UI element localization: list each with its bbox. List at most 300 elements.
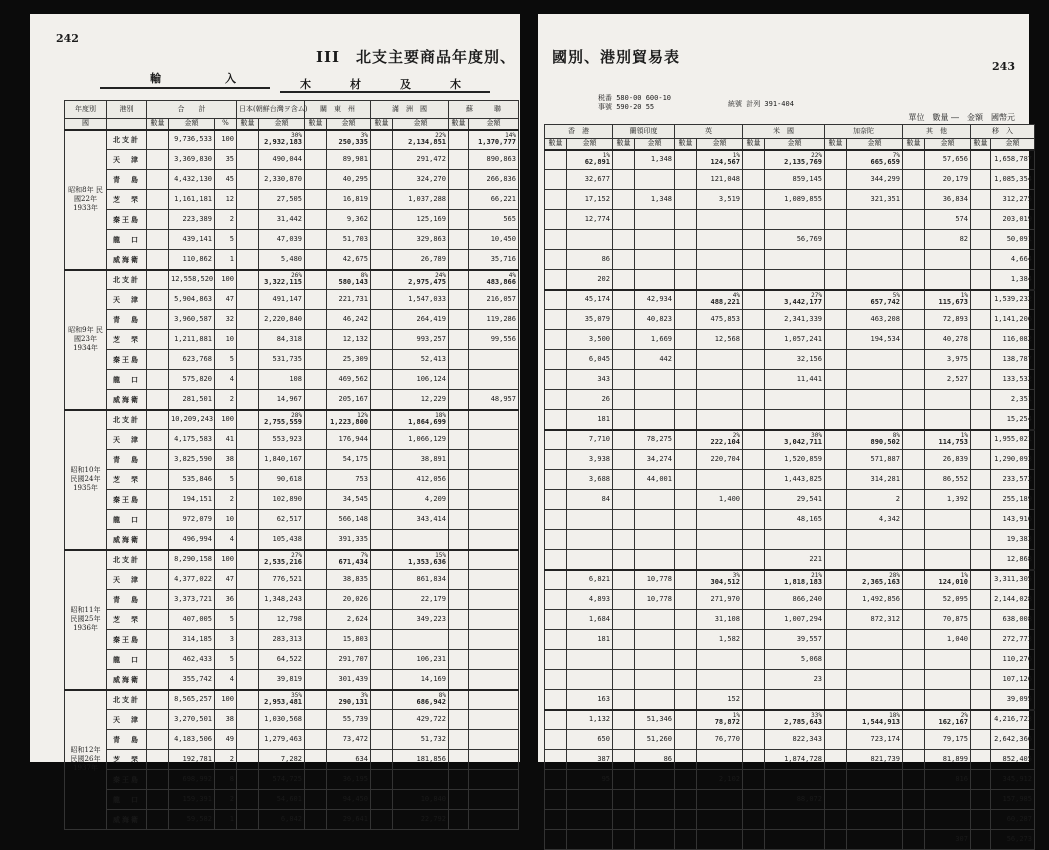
- title-underline: [100, 87, 270, 89]
- qty-cell: [971, 250, 991, 270]
- year-cell: 昭和9年 民國23年 1934年: [65, 270, 107, 410]
- usa-amount: 1,089,855: [765, 190, 825, 210]
- qty-cell: [743, 510, 765, 530]
- table-row: [65, 590, 519, 610]
- soviet-amount: 119,286: [469, 310, 519, 330]
- manchukuo-amount: [393, 270, 449, 290]
- qty-cell: [675, 470, 697, 490]
- qty-cell: [675, 430, 697, 450]
- port-cell: 青 島: [107, 450, 147, 470]
- port-cell: 青 島: [107, 590, 147, 610]
- qty-cell: [613, 390, 635, 410]
- qty-cell: [237, 610, 259, 630]
- qty-cell: [237, 430, 259, 450]
- share-percent: 4%: [732, 292, 740, 300]
- amount-value: 290,131: [338, 698, 368, 707]
- share-percent: 7%: [360, 552, 368, 560]
- qty-cell: [743, 710, 765, 730]
- share-percent: 1%: [732, 712, 740, 720]
- dutch-indies-amount: 1,669: [635, 330, 675, 350]
- port-cell: 青 島: [107, 170, 147, 190]
- britain-amount: [697, 210, 743, 230]
- total-percent: 10: [215, 330, 237, 350]
- table-row: [545, 650, 1035, 670]
- table-row: [65, 690, 519, 710]
- qty-cell: [545, 610, 567, 630]
- table-row: [65, 510, 519, 530]
- qty-cell: [449, 690, 469, 710]
- port-cell: 龍 口: [107, 230, 147, 250]
- amount-value: 2,953,481: [264, 698, 302, 707]
- total-amount: 192,781: [169, 750, 215, 770]
- qty-cell: [449, 550, 469, 570]
- other-amount: [925, 390, 971, 410]
- table-row: [65, 750, 519, 770]
- hdr-year: 年度別: [65, 101, 107, 119]
- soviet-amount: [469, 670, 519, 690]
- canada-amount: [847, 710, 903, 730]
- hdr-britain: 英: [675, 125, 743, 139]
- qty-cell: [613, 710, 635, 730]
- qty-cell: [903, 170, 925, 190]
- qty-cell: [545, 590, 567, 610]
- qty-cell: [971, 450, 991, 470]
- hongkong-amount: 26: [567, 390, 613, 410]
- table-row: [65, 450, 519, 470]
- canada-amount: [847, 410, 903, 430]
- canada-amount: 2: [847, 490, 903, 510]
- kwantung-amount: 89,981: [327, 150, 371, 170]
- kwantung-amount: 12,132: [327, 330, 371, 350]
- qty-cell: [449, 450, 469, 470]
- table-row: [65, 670, 519, 690]
- qty-cell: [613, 190, 635, 210]
- total-percent: 1: [215, 250, 237, 270]
- qty-cell: [743, 350, 765, 370]
- qty-cell: [449, 170, 469, 190]
- qty-cell: [449, 670, 469, 690]
- qty-cell: [147, 230, 169, 250]
- soviet-amount: [469, 510, 519, 530]
- total-percent: 100: [215, 550, 237, 570]
- other-amount: [925, 810, 971, 830]
- qty-cell: [545, 290, 567, 310]
- qty-cell: [675, 790, 697, 810]
- qty-cell: [545, 350, 567, 370]
- qty-cell: [971, 590, 991, 610]
- qty-cell: [449, 390, 469, 410]
- britain-amount: [697, 410, 743, 430]
- usa-amount: 221: [765, 550, 825, 570]
- manchukuo-amount: [393, 130, 449, 150]
- manchukuo-amount: 349,223: [393, 610, 449, 630]
- share-percent: 7%: [892, 152, 900, 160]
- kwantung-amount: 566,148: [327, 510, 371, 530]
- transfer-in-amount: 107,126: [991, 670, 1035, 690]
- other-amount: 20,179: [925, 170, 971, 190]
- other-amount: [925, 670, 971, 690]
- hongkong-amount: [567, 230, 613, 250]
- subhdr-qty: 數量: [675, 139, 697, 150]
- table-row: [545, 350, 1035, 370]
- total-percent: 1: [215, 810, 237, 830]
- qty-cell: [545, 750, 567, 770]
- title-commodity: 木 材 及 木: [300, 78, 475, 91]
- manchukuo-amount: 22,792: [393, 810, 449, 830]
- table-row: [65, 790, 519, 810]
- qty-cell: [305, 130, 327, 150]
- qty-cell: [305, 450, 327, 470]
- qty-cell: [613, 810, 635, 830]
- japan-amount: 6,842: [259, 810, 305, 830]
- qty-cell: [743, 390, 765, 410]
- canada-amount: [847, 150, 903, 170]
- dutch-indies-amount: [635, 650, 675, 670]
- qty-cell: [903, 150, 925, 170]
- qty-cell: [675, 610, 697, 630]
- total-percent: 38: [215, 710, 237, 730]
- total-amount: 110,862: [169, 250, 215, 270]
- qty-cell: [743, 790, 765, 810]
- transfer-in-amount: 638,008: [991, 610, 1035, 630]
- table-row: [545, 790, 1035, 810]
- japan-amount: 12,798: [259, 610, 305, 630]
- canada-amount: 4,342: [847, 510, 903, 530]
- soviet-amount: [469, 590, 519, 610]
- total-amount: 972,079: [169, 510, 215, 530]
- table-row: [65, 370, 519, 390]
- qty-cell: [371, 790, 393, 810]
- qty-cell: [147, 450, 169, 470]
- transfer-in-amount: 157,985: [991, 790, 1035, 810]
- amount-value: 488,221: [710, 298, 740, 307]
- total-amount: 9,736,533: [169, 130, 215, 150]
- soviet-amount: [469, 710, 519, 730]
- total-amount: 535,846: [169, 470, 215, 490]
- qty-cell: [675, 230, 697, 250]
- qty-cell: [675, 630, 697, 650]
- japan-amount: 39,819: [259, 670, 305, 690]
- hdr-dutch-indies: 蘭領印度: [613, 125, 675, 139]
- kwantung-amount: 391,335: [327, 530, 371, 550]
- qty-cell: [545, 230, 567, 250]
- kwantung-amount: 15,803: [327, 630, 371, 650]
- share-percent: 2%: [732, 432, 740, 440]
- qty-cell: [237, 310, 259, 330]
- qty-cell: [371, 450, 393, 470]
- manchukuo-amount: 429,722: [393, 710, 449, 730]
- dutch-indies-amount: 442: [635, 350, 675, 370]
- transfer-in-amount: 12,868: [991, 550, 1035, 570]
- soviet-amount: [469, 130, 519, 150]
- total-percent: 2: [215, 210, 237, 230]
- subhdr-amt: 金額: [567, 139, 613, 150]
- kwantung-amount: [327, 690, 371, 710]
- subhdr-qty: 數量: [545, 139, 567, 150]
- qty-cell: [675, 370, 697, 390]
- table-row: [545, 470, 1035, 490]
- dutch-indies-amount: 51,260: [635, 730, 675, 750]
- manchukuo-amount: 38,891: [393, 450, 449, 470]
- hdr-kwantung: 關 東 州: [305, 101, 371, 119]
- kwantung-amount: 221,731: [327, 290, 371, 310]
- qty-cell: [371, 530, 393, 550]
- qty-cell: [613, 330, 635, 350]
- qty-cell: [971, 370, 991, 390]
- soviet-amount: 48,957: [469, 390, 519, 410]
- japan-amount: 105,438: [259, 530, 305, 550]
- other-amount: 82: [925, 230, 971, 250]
- subhdr-qty: 數量: [743, 139, 765, 150]
- qty-cell: [825, 390, 847, 410]
- britain-amount: [697, 430, 743, 450]
- qty-cell: [971, 290, 991, 310]
- share-percent: 3%: [360, 132, 368, 140]
- qty-cell: [545, 170, 567, 190]
- qty-cell: [305, 330, 327, 350]
- qty-cell: [305, 230, 327, 250]
- qty-cell: [971, 390, 991, 410]
- soviet-amount: [469, 790, 519, 810]
- table-row: [65, 230, 519, 250]
- amount-value: 1,353,636: [408, 558, 446, 567]
- qty-cell: [675, 750, 697, 770]
- japan-amount: 64,522: [259, 650, 305, 670]
- britain-amount: 31,108: [697, 610, 743, 630]
- hongkong-amount: 343: [567, 370, 613, 390]
- qty-cell: [825, 190, 847, 210]
- qty-cell: [147, 770, 169, 790]
- qty-cell: [613, 650, 635, 670]
- page-number-left: 242: [56, 32, 79, 45]
- amount-value: 483,866: [486, 278, 516, 287]
- qty-cell: [237, 590, 259, 610]
- total-amount: 194,151: [169, 490, 215, 510]
- table-row: [545, 170, 1035, 190]
- qty-cell: [371, 710, 393, 730]
- port-cell: 秦王島: [107, 210, 147, 230]
- qty-cell: [971, 730, 991, 750]
- kwantung-amount: 40,295: [327, 170, 371, 190]
- qty-cell: [903, 630, 925, 650]
- qty-cell: [545, 370, 567, 390]
- qty-cell: [545, 790, 567, 810]
- usa-amount: 88,072: [765, 790, 825, 810]
- qty-cell: [147, 190, 169, 210]
- britain-amount: [697, 250, 743, 270]
- qty-cell: [449, 590, 469, 610]
- total-percent: 10: [215, 510, 237, 530]
- total-amount: 496,994: [169, 530, 215, 550]
- qty-cell: [825, 570, 847, 590]
- transfer-in-amount: 19,383: [991, 530, 1035, 550]
- soviet-amount: [469, 690, 519, 710]
- total-amount: 4,432,130: [169, 170, 215, 190]
- qty-cell: [371, 590, 393, 610]
- share-percent: 24%: [435, 272, 446, 280]
- soviet-amount: [469, 410, 519, 430]
- total-amount: 1,211,881: [169, 330, 215, 350]
- amount-value: 2,365,163: [862, 578, 900, 587]
- usa-amount: [765, 150, 825, 170]
- qty-cell: [545, 470, 567, 490]
- qty-cell: [971, 270, 991, 290]
- qty-cell: [305, 510, 327, 530]
- qty-cell: [971, 770, 991, 790]
- dutch-indies-amount: [635, 270, 675, 290]
- share-percent: 2%: [960, 712, 968, 720]
- qty-cell: [545, 330, 567, 350]
- qty-cell: [825, 250, 847, 270]
- qty-cell: [545, 490, 567, 510]
- soviet-amount: 565: [469, 210, 519, 230]
- kwantung-amount: 42,675: [327, 250, 371, 270]
- japan-amount: [259, 690, 305, 710]
- subhdr-amt: 金額: [925, 139, 971, 150]
- dutch-indies-amount: [635, 510, 675, 530]
- tariff-codes: [598, 94, 671, 112]
- qty-cell: [743, 450, 765, 470]
- other-amount: 72,893: [925, 310, 971, 330]
- qty-cell: [371, 730, 393, 750]
- usa-amount: [765, 270, 825, 290]
- amount-value: 2,932,183: [264, 138, 302, 147]
- table-row: [545, 150, 1035, 170]
- other-amount: 40,278: [925, 330, 971, 350]
- share-percent: 35%: [291, 692, 302, 700]
- qty-cell: [237, 170, 259, 190]
- qty-cell: [147, 550, 169, 570]
- amount-value: 124,567: [710, 158, 740, 167]
- amount-value: 665,659: [870, 158, 900, 167]
- qty-cell: [305, 470, 327, 490]
- total-percent: 2: [215, 790, 237, 810]
- manchukuo-amount: 291,472: [393, 150, 449, 170]
- total-amount: 407,005: [169, 610, 215, 630]
- qty-cell: [971, 210, 991, 230]
- manchukuo-amount: 14,169: [393, 670, 449, 690]
- hdr-manchukuo: 滿 洲 國: [371, 101, 449, 119]
- transfer-in-amount: 116,082: [991, 330, 1035, 350]
- qty-cell: [743, 210, 765, 230]
- dutch-indies-amount: [635, 410, 675, 430]
- qty-cell: [147, 270, 169, 290]
- qty-cell: [613, 210, 635, 230]
- other-amount: [925, 710, 971, 730]
- qty-cell: [449, 290, 469, 310]
- amount-value: 250,335: [338, 138, 368, 147]
- qty-cell: [147, 610, 169, 630]
- qty-cell: [545, 310, 567, 330]
- amount-value: 2,975,475: [408, 278, 446, 287]
- hongkong-amount: 1,684: [567, 610, 613, 630]
- dutch-indies-amount: 10,778: [635, 590, 675, 610]
- qty-cell: [613, 610, 635, 630]
- qty-cell: [971, 170, 991, 190]
- qty-cell: [305, 810, 327, 830]
- qty-cell: [147, 310, 169, 330]
- qty-cell: [237, 770, 259, 790]
- qty-cell: [743, 470, 765, 490]
- qty-cell: [675, 350, 697, 370]
- usa-amount: 11,441: [765, 370, 825, 390]
- qty-cell: [825, 170, 847, 190]
- britain-amount: 220,704: [697, 450, 743, 470]
- port-cell: 龍 口: [107, 650, 147, 670]
- subhdr-pct: %: [215, 119, 237, 130]
- manchukuo-amount: 10,840: [393, 790, 449, 810]
- japan-amount: 62,517: [259, 510, 305, 530]
- transfer-in-amount: 2,144,028: [991, 590, 1035, 610]
- table-row: [545, 510, 1035, 530]
- subhdr-amt: 金額: [991, 139, 1035, 150]
- tariff-code-line: 税番 580-00 600-10: [598, 94, 672, 102]
- qty-cell: [825, 630, 847, 650]
- port-cell: 龍 口: [107, 370, 147, 390]
- share-percent: 1%: [602, 152, 610, 160]
- table-row: [65, 530, 519, 550]
- qty-cell: [237, 750, 259, 770]
- usa-amount: [765, 770, 825, 790]
- qty-cell: [743, 270, 765, 290]
- qty-cell: [825, 270, 847, 290]
- qty-cell: [613, 570, 635, 590]
- transfer-in-amount: 60,287: [991, 810, 1035, 830]
- dutch-indies-amount: 40,823: [635, 310, 675, 330]
- port-cell: 龍 口: [107, 790, 147, 810]
- total-amount: 59,582: [169, 810, 215, 830]
- canada-amount: [847, 270, 903, 290]
- dutch-indies-amount: [635, 610, 675, 630]
- dutch-indies-amount: [635, 530, 675, 550]
- share-percent: 1%: [960, 572, 968, 580]
- port-cell: 天 津: [107, 430, 147, 450]
- britain-amount: 1,400: [697, 490, 743, 510]
- qty-cell: [371, 330, 393, 350]
- table-row: [545, 210, 1035, 230]
- share-percent: 18%: [435, 412, 446, 420]
- dutch-indies-amount: 78,275: [635, 430, 675, 450]
- qty-cell: [237, 810, 259, 830]
- manchukuo-amount: 125,169: [393, 210, 449, 230]
- canada-amount: [847, 550, 903, 570]
- qty-cell: [743, 150, 765, 170]
- qty-cell: [237, 370, 259, 390]
- qty-cell: [305, 350, 327, 370]
- soviet-amount: 35,716: [469, 250, 519, 270]
- year-cell: 昭和11年 民國25年 1936年: [65, 550, 107, 690]
- transfer-in-amount: 138,787: [991, 350, 1035, 370]
- table-row: [545, 630, 1035, 650]
- total-amount: 462,433: [169, 650, 215, 670]
- kwantung-amount: [327, 410, 371, 430]
- table-row: [65, 810, 519, 830]
- total-percent: 100: [215, 690, 237, 710]
- subhdr-amt: 金額: [393, 119, 449, 130]
- qty-cell: [743, 810, 765, 830]
- running-head-right: 國別、港別貿易表: [552, 48, 681, 66]
- qty-cell: [825, 450, 847, 470]
- qty-cell: [545, 190, 567, 210]
- other-amount: [925, 410, 971, 430]
- qty-cell: [903, 430, 925, 450]
- other-amount: [925, 290, 971, 310]
- qty-cell: [545, 150, 567, 170]
- other-amount: 3,975: [925, 350, 971, 370]
- dutch-indies-amount: [635, 490, 675, 510]
- other-amount: [925, 530, 971, 550]
- japan-amount: 54,601: [259, 790, 305, 810]
